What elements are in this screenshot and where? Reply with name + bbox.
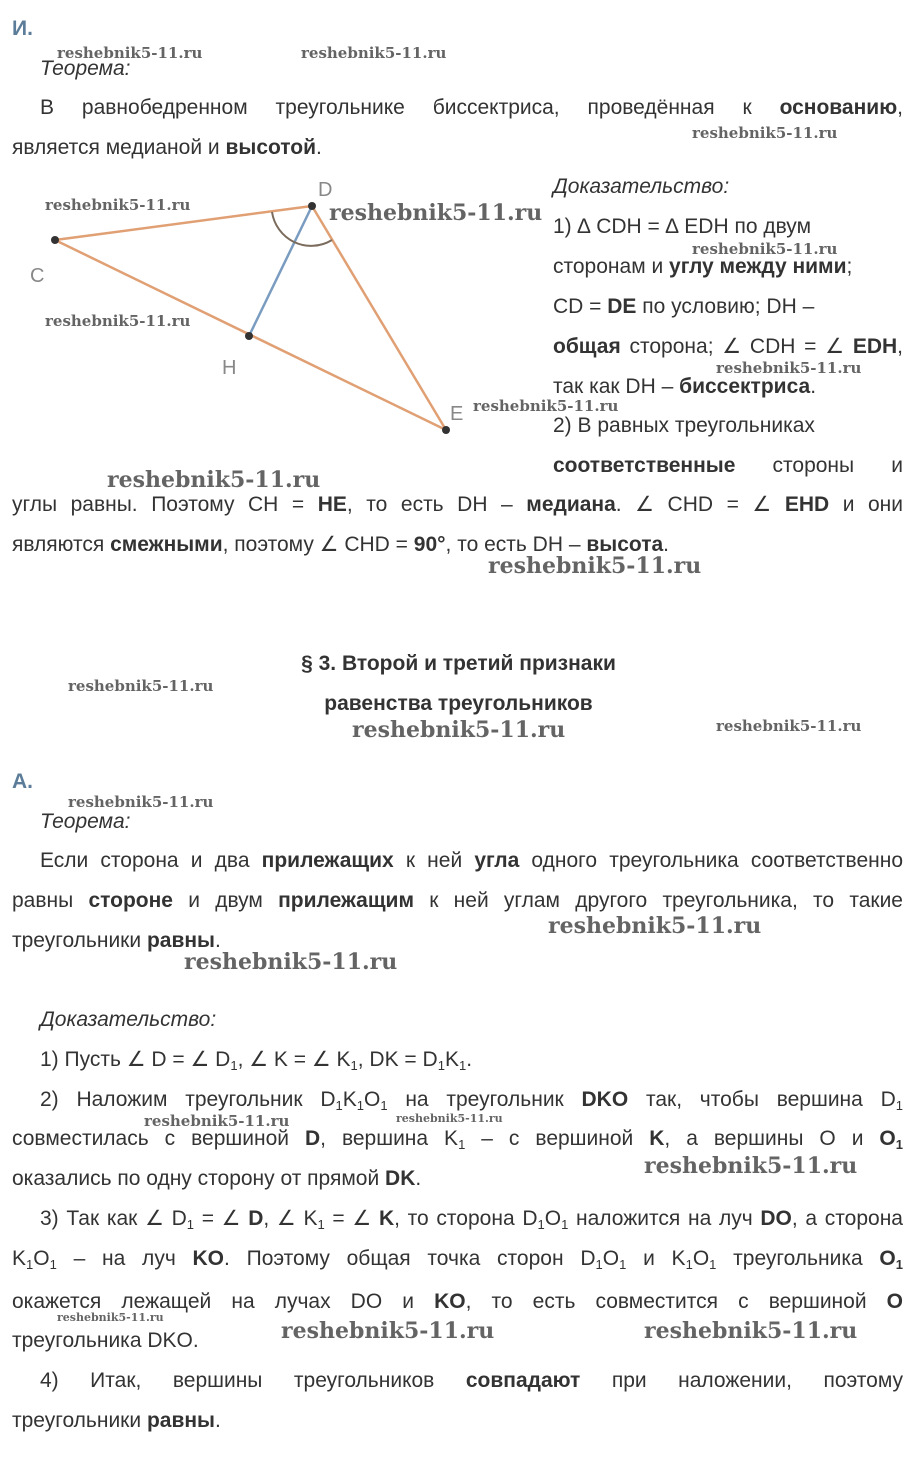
proof-step-3: треугольника DKO. — [12, 1329, 199, 1352]
proof-line: общая сторона; ∠ CDH = ∠ EDH, — [553, 335, 903, 358]
angle-arc — [272, 212, 294, 242]
point-h — [245, 332, 253, 340]
item-letter-i: И. — [12, 17, 33, 40]
theorem-label: Теорема: — [40, 810, 131, 833]
watermark: reshebnik5-11.ru — [107, 467, 321, 493]
watermark: reshebnik5-11.ru — [68, 677, 214, 695]
proof-step-4: треугольники равны. — [12, 1409, 221, 1432]
proof-label: Доказательство: — [40, 1008, 217, 1031]
theorem-text-line: является медианой и высотой. — [12, 136, 322, 159]
watermark: reshebnik5-11.ru — [473, 397, 619, 415]
proof-step-2: оказались по одну сторону от прямой DK. — [12, 1167, 422, 1190]
watermark: reshebnik5-11.ru — [548, 913, 762, 939]
watermark: reshebnik5-11.ru — [716, 717, 862, 735]
watermark: reshebnik5-11.ru — [488, 553, 702, 579]
label-c: C — [30, 265, 45, 287]
theorem-text-line: Если сторона и два прилежащих к ней угла одного треугольника соответственно — [40, 849, 903, 872]
label-h: H — [222, 357, 237, 379]
section-title: § 3. Второй и третий признаки — [301, 652, 616, 675]
proof-label: Доказательство: — [553, 175, 730, 198]
watermark: reshebnik5-11.ru — [57, 44, 203, 62]
proof-step-2: совместилась с вершиной D, вершина $K_1$ – с вершиной K, а вершины O и $O_1$ — [12, 1127, 903, 1152]
watermark: reshebnik5-11.ru — [68, 793, 214, 811]
watermark: reshebnik5-11.ru — [45, 196, 191, 214]
bisector-dh — [249, 206, 312, 336]
watermark: reshebnik5-11.ru — [45, 312, 191, 330]
proof-line: сторонам и углу между ними; — [553, 255, 853, 278]
watermark: reshebnik5-11.ru — [692, 240, 838, 258]
watermark: reshebnik5-11.ru — [57, 1311, 164, 1324]
theorem-text-line: треугольники равны. — [12, 929, 221, 952]
watermark: reshebnik5-11.ru — [301, 44, 447, 62]
label-e: E — [450, 403, 464, 425]
label-d: D — [318, 179, 333, 201]
proof-step-1: 1) Пусть ∠ D = ∠ $D_1$, ∠ K = ∠ $K_1$, DK = $D_1K_1$. — [40, 1048, 473, 1073]
vertex-c-point — [51, 236, 59, 244]
angle-arc — [294, 240, 332, 246]
vertex-e-point — [442, 426, 450, 434]
watermark: reshebnik5-11.ru — [396, 1112, 503, 1125]
proof-step-3: 3) Так как ∠ $D_1$ = ∠ D, ∠ $K_1$ = ∠ K, то сторона $D_1O_1$ наложится на луч DO, а сторона — [40, 1207, 903, 1232]
proof-line: 1) ∆ CDH = ∆ EDH по двум — [553, 215, 812, 238]
theorem-text-line: равны стороне и двум прилежащим к ней углам другого треугольника, то такие — [12, 889, 903, 912]
watermark: reshebnik5-11.ru — [329, 200, 543, 226]
proof-line: так как DH – биссектриса. — [553, 375, 817, 398]
proof-step-3: $K_1O_1$ – на луч KO. Поэтому общая точка сторон $D_1O_1$ и $K_1O_1$ треугольника $O_1$ — [12, 1247, 903, 1272]
watermark: reshebnik5-11.ru — [144, 1112, 290, 1130]
proof-line: соответственные стороны и — [553, 454, 903, 477]
theorem-text-line: В равнобедренном треугольнике биссектриса, проведённая к основанию, — [40, 96, 903, 119]
vertex-d-point — [308, 202, 316, 210]
watermark: reshebnik5-11.ru — [184, 949, 398, 975]
proof-line: углы равны. Поэтому CH = HE, то есть DH – медиана. ∠ CHD = ∠ EHD и они — [12, 493, 903, 516]
watermark: reshebnik5-11.ru — [281, 1318, 495, 1344]
watermark: reshebnik5-11.ru — [644, 1318, 858, 1344]
watermark: reshebnik5-11.ru — [716, 359, 862, 377]
theorem-label: Теорема: — [40, 57, 131, 80]
section-subtitle: равенства треугольников — [324, 692, 593, 715]
proof-line: являются смежными, поэтому ∠ CHD = 90°, то есть DH – высота. — [12, 533, 670, 556]
item-letter-a: А. — [12, 770, 33, 793]
proof-line: 2) В равных треугольниках — [553, 414, 815, 437]
proof-line: CD = DE по условию; DH – — [553, 295, 815, 318]
watermark: reshebnik5-11.ru — [692, 124, 838, 142]
watermark: reshebnik5-11.ru — [352, 717, 566, 743]
proof-step-2: 2) Наложим треугольник $D_1K_1O_1$ на треугольник DKO так, чтобы вершина $D_1$ — [40, 1088, 903, 1113]
watermark: reshebnik5-11.ru — [644, 1153, 858, 1179]
proof-step-3: окажется лежащей на лучах DO и KO, то есть совместится с вершиной O — [12, 1290, 903, 1313]
proof-step-4: 4) Итак, вершины треугольников совпадают при наложении, поэтому — [40, 1369, 903, 1392]
